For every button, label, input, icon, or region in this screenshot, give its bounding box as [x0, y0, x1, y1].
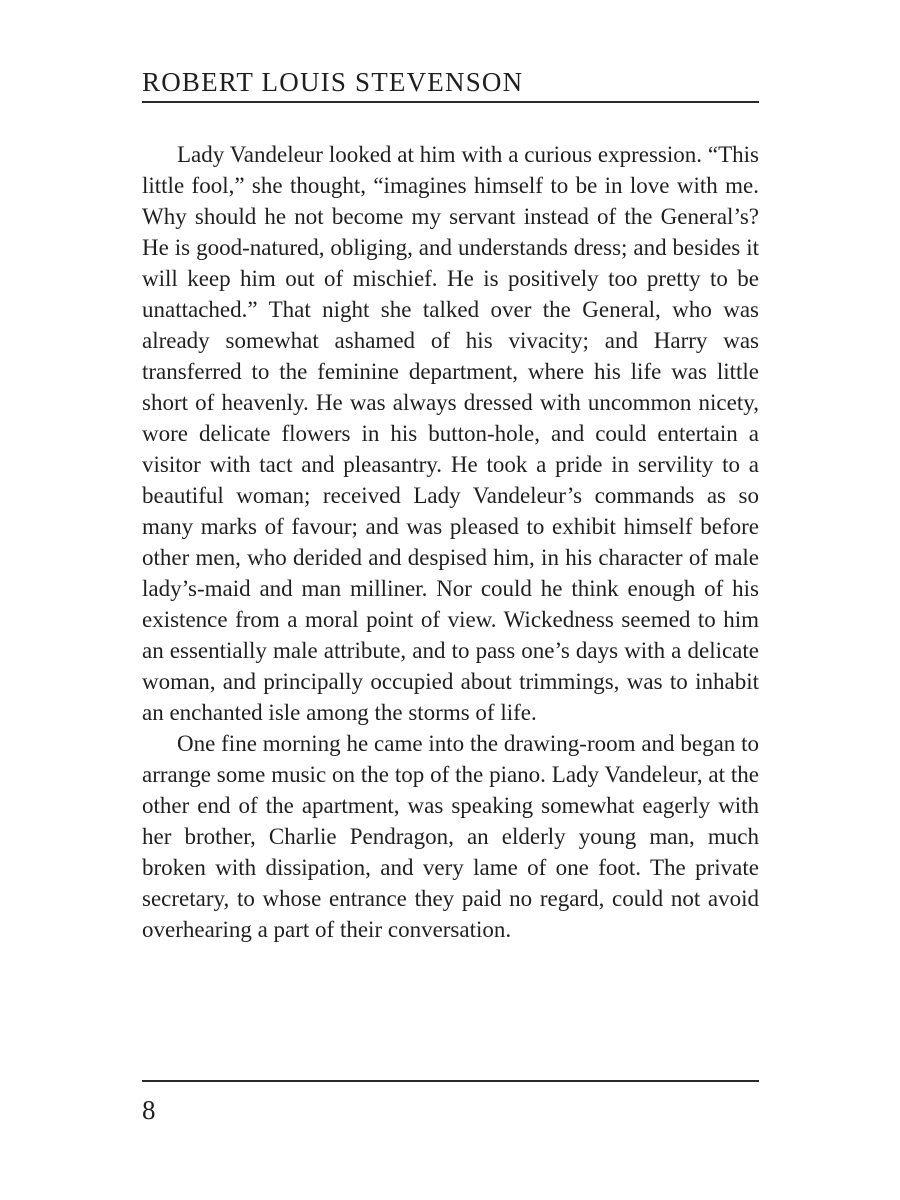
paragraph-2: One fine morning he came into the drawing-room and began to arrange some music on the top of the piano. Lady Vandeleur, at the other end of the apartment, was speaking somewhat eagerly with her brother, Charlie Pendragon, an elderly young man, much broken with dissipation, and very lame of one foot. The private secretary, to whose entrance they paid no regard, could not avoid overhearing a part of their conversation. [142, 731, 759, 942]
body-text [142, 139, 759, 945]
page-number: 8 [142, 1095, 156, 1125]
footer-rule [142, 1080, 759, 1082]
running-head-title: ROBERT LOUIS STEVENSON [142, 67, 524, 97]
header-rule [142, 101, 759, 103]
book-page [142, 0, 759, 1200]
paragraph-1: Lady Vandeleur looked at him with a curious expression. “This little fool,” she thought, “imagines himself to be in love with me. Why should he not become my servant instead of the General’s? He is good-natured, obliging, and understands dress; and besides it will keep him out of mischief. He is positively too pretty to be unattached.” That night she talked over the General, who was already somewhat ashamed of his vivacity; and Harry was transferred to the feminine department, where his life was little short of heavenly. He was always dressed with uncommon nicety, wore delicate flowers in his button-hole, and could entertain a visitor with tact and pleasantry. He took a pride in servility to a beautiful woman; received Lady Vandeleur’s commands as so many marks of favour; and was pleased to exhibit himself before other men, who derided and despised him, in his character of male lady’s-maid and man milliner. Nor could he think enough of his existence from a moral point of view. Wickedness seemed to him an essentially male attribute, and to pass one’s days with a delicate woman, and principally occupied about trimmings, was to inhabit an enchanted isle among the storms of life. [142, 142, 759, 725]
